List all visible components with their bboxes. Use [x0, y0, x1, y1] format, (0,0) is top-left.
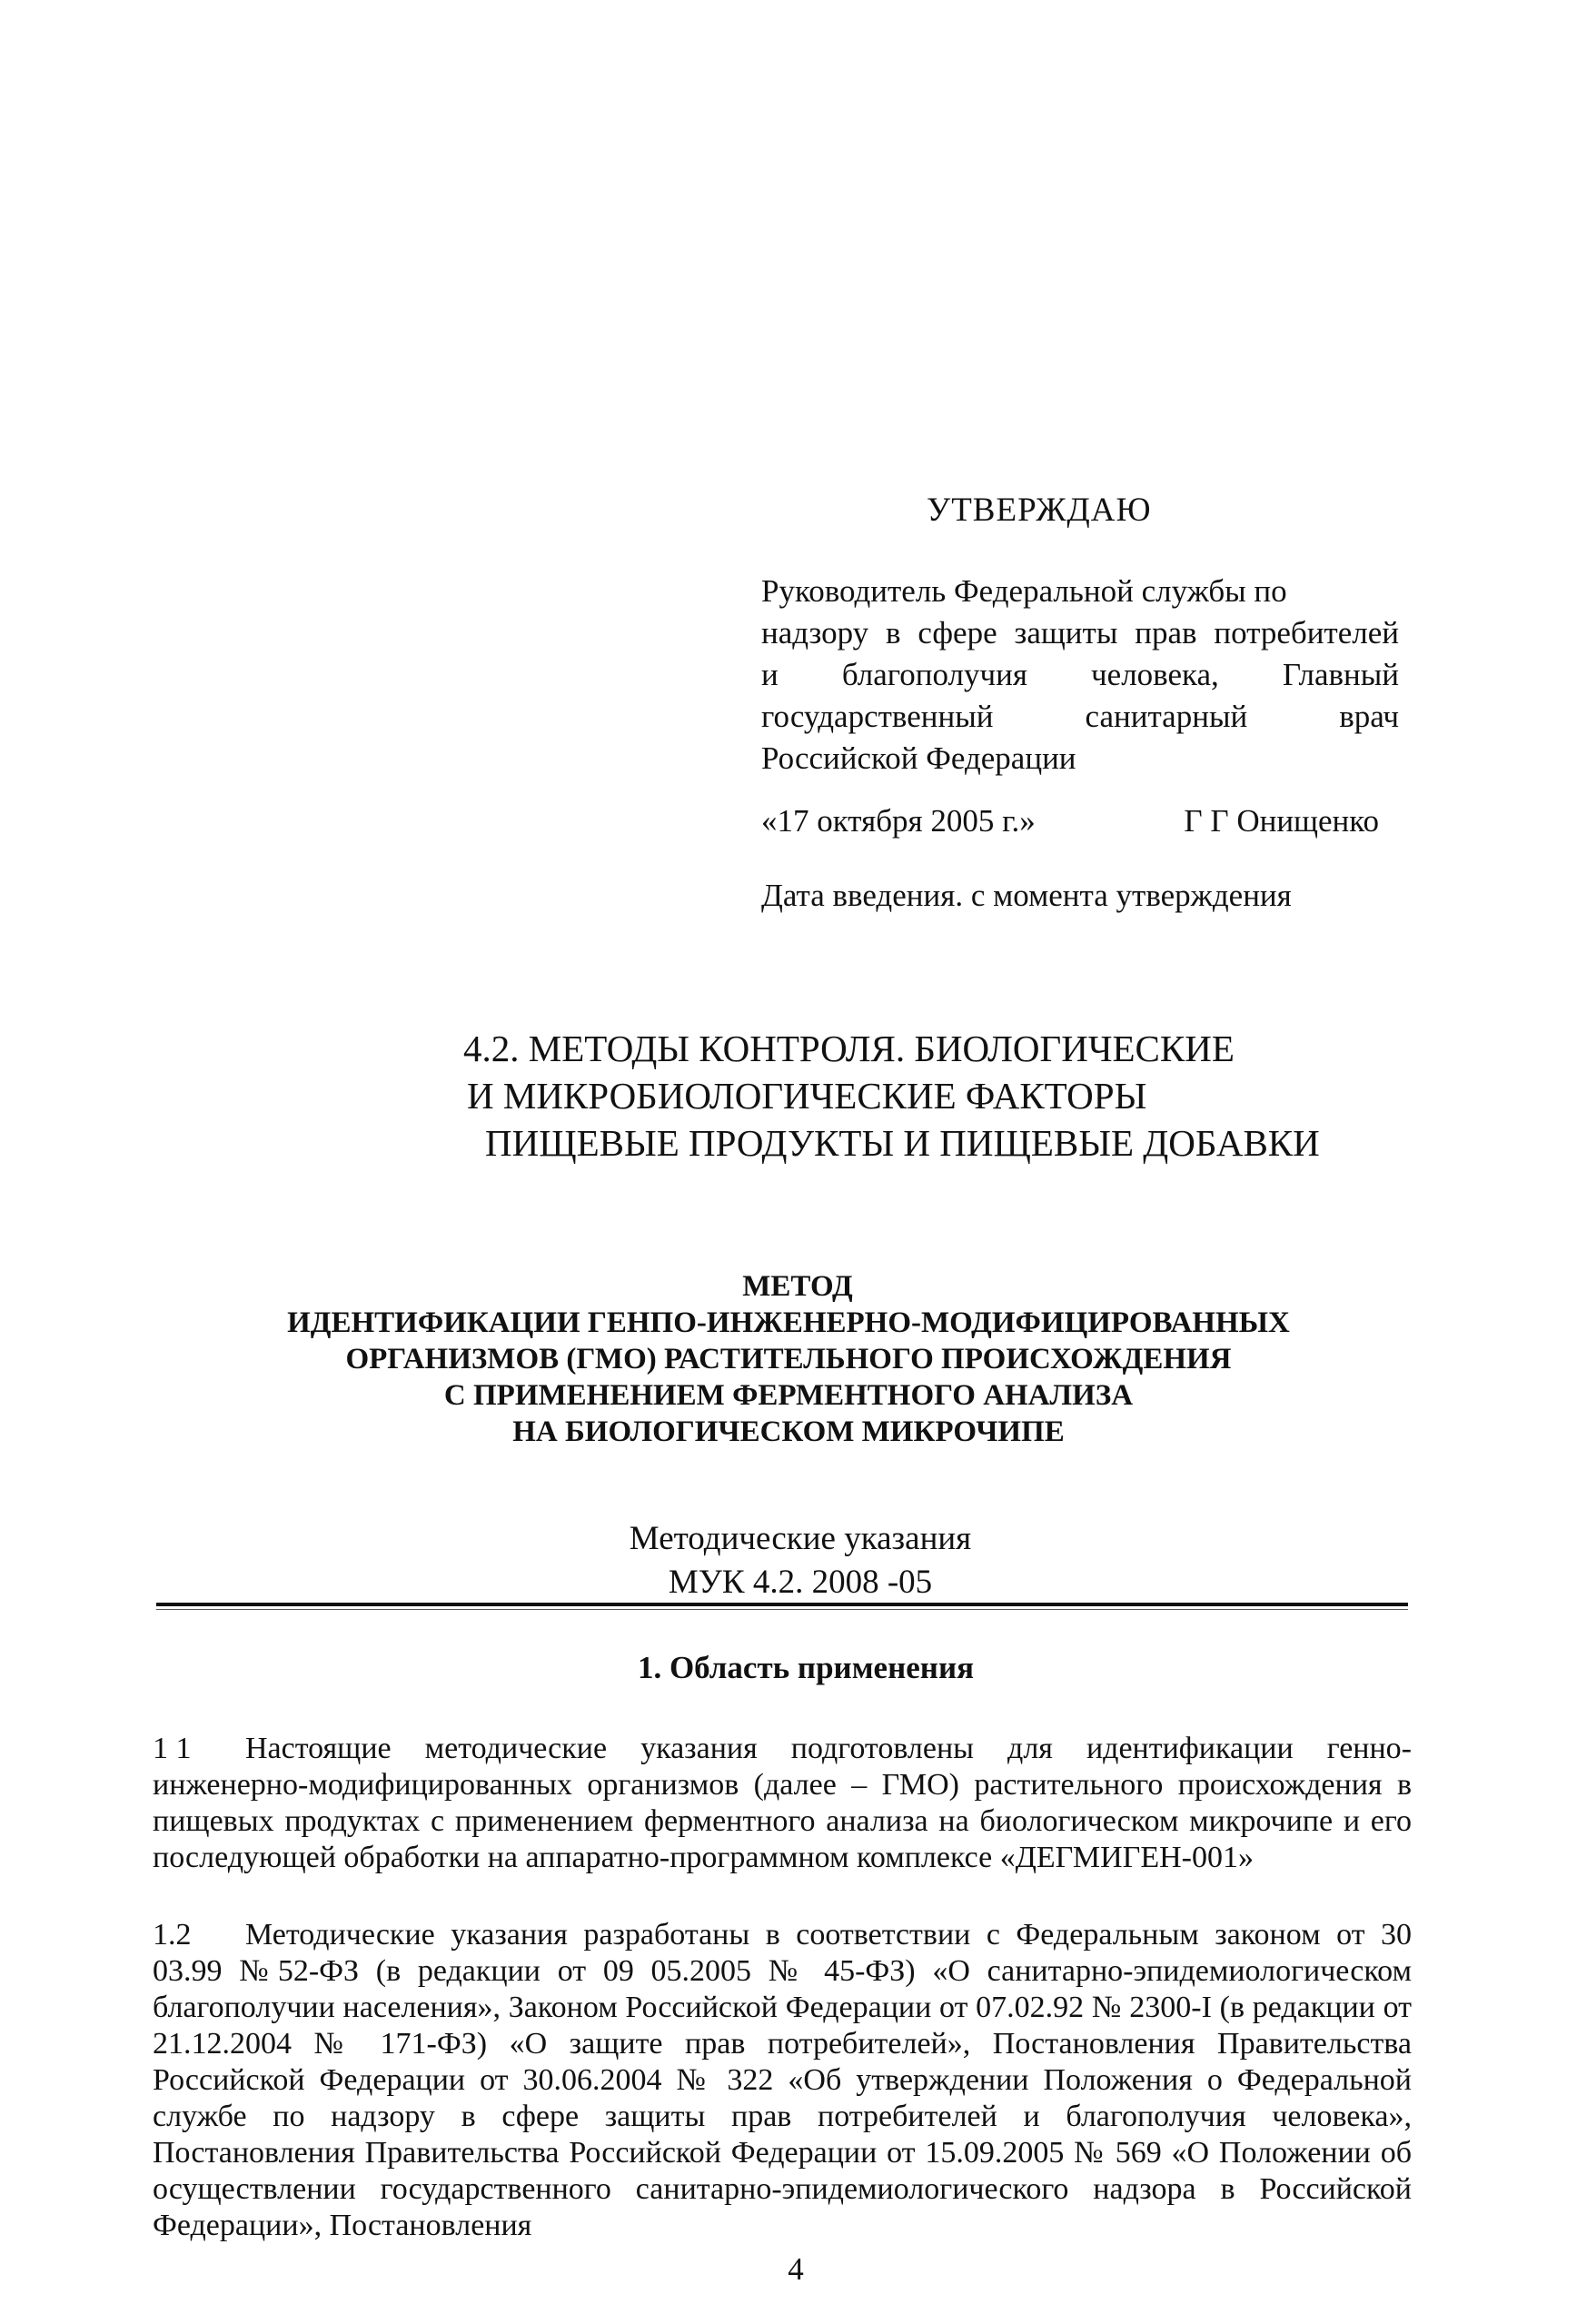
approval-date: «17 октября 2005 г.» [761, 803, 1036, 839]
approval-title: УТВЕРЖДАЮ [927, 492, 1152, 529]
approval-signature-row [761, 803, 1379, 839]
paragraph-text: Методические указания разработаны в соответствии с Федеральным законом от 30 03.99 №52-ФЗ (в редакции от 09 05.2005 № 45-ФЗ) «О санитарно-эпидемиологическом благополучии населения», Законом Российской Федерации от 07.02.92 № 2300-I (в редакции от 21.12.2004 № 171-ФЗ) «О защите прав потребителей», Постановления Правительства Российской Федерации от 30.06.2004 № 322 «Об утверждении Положения о Федеральной службе по надзору в сфере защиты прав потребителей и благополучия человека», Постановления Правительства Российской Федерации от 15.09.2005 № 569 «О Положении об осуществлении государственного санитарно-эпидемиологического надзора в Российской Федерации», Постановления [153, 1918, 1412, 2242]
paragraph-number: 1 1 [153, 1732, 192, 1765]
approval-line: Российской Федерации [761, 740, 1076, 776]
scope-heading-text: 1. Область применения [637, 1650, 975, 1685]
section-heading-line: И МИКРОБИОЛОГИЧЕСКИЕ ФАКТОРЫ [467, 1075, 1147, 1117]
divider-rule [156, 1603, 1408, 1606]
approval-line: государственный санитарный врач [761, 699, 1399, 734]
method-title [0, 1268, 1577, 1450]
method-title-line: ИДЕНТИФИКАЦИИ ГЕНПО-ИНЖЕНЕРНО-МОДИФИЦИРОВАННЫХ [287, 1306, 1290, 1339]
section-heading-line: ПИЩЕВЫЕ ПРОДУКТЫ И ПИЩЕВЫЕ ДОБАВКИ [485, 1122, 1320, 1164]
method-title-line: МЕТОД [742, 1270, 853, 1303]
method-title-line: С ПРИМЕНЕНИЕМ ФЕРМЕНТНОГО АНАЛИЗА [443, 1379, 1134, 1412]
page-number [0, 2251, 1577, 2288]
divider-rule-thin [156, 1609, 1408, 1610]
approval-line: Руководитель Федеральной службы по [761, 573, 1287, 609]
method-title-line: НА БИОЛОГИЧЕСКОМ МИКРОЧИПЕ [512, 1415, 1065, 1448]
scope-heading [0, 1650, 1577, 1686]
paragraph-1-1 [153, 1731, 1412, 1876]
section-heading [0, 1025, 1577, 1167]
section-heading-line: 4.2. МЕТОДЫ КОНТРОЛЯ. БИОЛОГИЧЕСКИЕ [463, 1028, 1235, 1069]
guidelines-block [0, 1517, 1577, 1604]
guidelines-code: МУК 4.2. 2008 -05 [668, 1564, 933, 1601]
paragraph-1-2 [153, 1917, 1412, 2244]
approval-block [761, 571, 1399, 780]
approval-line: надзору в сфере защиты прав потребителей [761, 615, 1399, 651]
paragraph-text: Настоящие методические указания подготовлены для идентификации генно-инженерно-модифицированных организмов (далее – ГМО) растительного происхождения в пищевых продуктах с применением ферментного анализа на биологическом микрочипе и его последующей обработки на аппаратно-программном комплексе «ДЕГМИГЕН-001» [153, 1732, 1412, 1874]
effective-date: Дата введения. с момента утверждения [761, 878, 1292, 913]
approval-signatory: Г Г Онищенко [1184, 803, 1379, 839]
paragraph-number: 1.2 [153, 1918, 192, 1952]
page-number-text: 4 [788, 2251, 804, 2287]
method-title-line: ОРГАНИЗМОВ (ГМО) РАСТИТЕЛЬНОГО ПРОИСХОЖДЕНИЯ [345, 1343, 1232, 1376]
guidelines-label: Методические указания [629, 1520, 972, 1557]
approval-line: и благополучия человека, Главный [761, 657, 1399, 692]
